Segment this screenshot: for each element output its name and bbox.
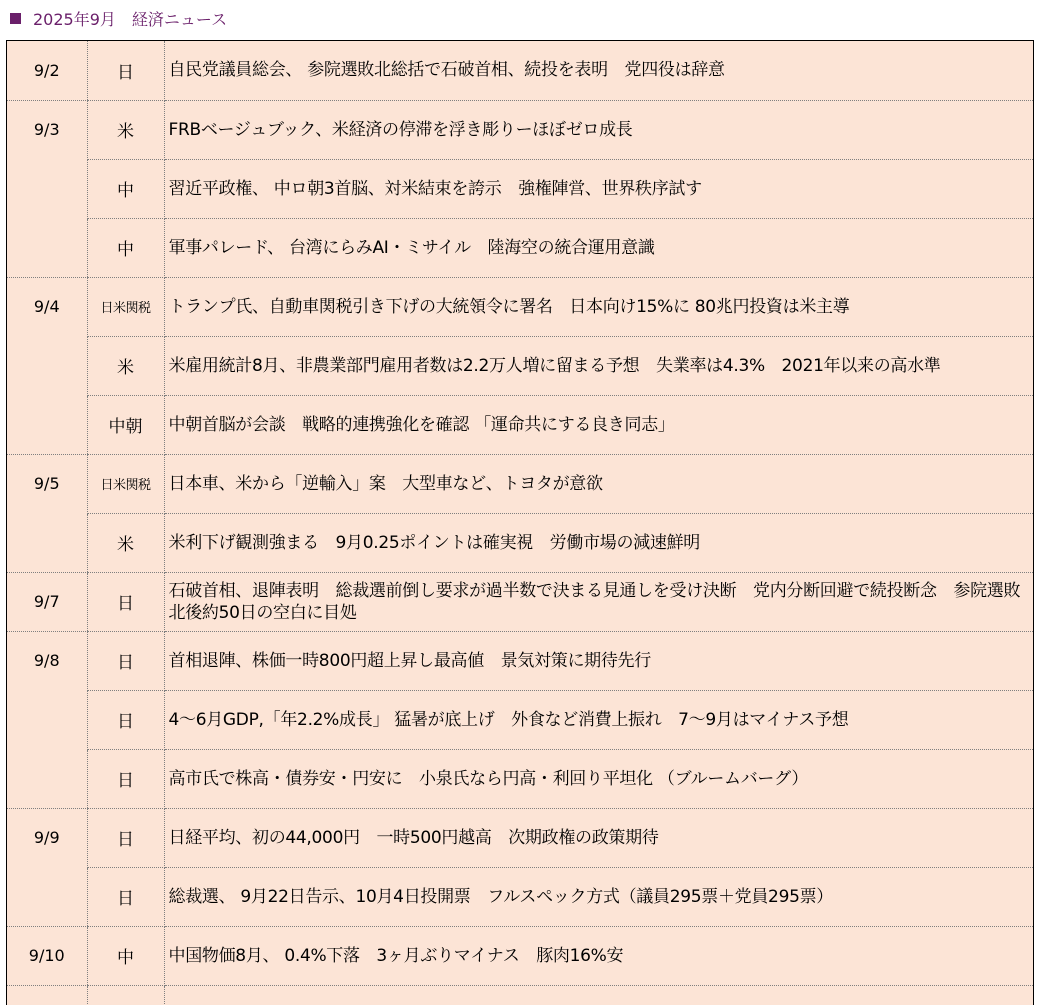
table-row <box>7 690 1033 749</box>
region-cell: 日 <box>87 749 164 808</box>
region-cell: 中 <box>87 218 164 277</box>
region-cell: 中 <box>87 926 164 985</box>
news-table-frame <box>6 40 1034 1005</box>
headline-cell: 中国物価8月、 0.4%下落 3ヶ月ぶりマイナス 豚肉16%安 <box>164 926 1033 985</box>
region-cell: 日米関税 <box>87 277 164 336</box>
page-title-bar <box>10 5 227 31</box>
news-table <box>7 41 1033 1005</box>
date-cell: 9/4 <box>33 297 60 317</box>
region-cell: 日 <box>87 808 164 867</box>
headline-cell: 自民党議員総会、 参院選敗北総括で石破首相、続投を表明 党四役は辞意 <box>164 41 1033 100</box>
table-row <box>7 749 1033 808</box>
headline-cell: 総裁選、 9月22日告示、10月4日投開票 フルスペック方式（議員295票＋党員295票） <box>164 867 1033 926</box>
date-cell: 9/10 <box>7 926 87 985</box>
headline-cell: 石破首相、退陣表明 総裁選前倒し要求が過半数で決まる見通しを受け決断 党内分断回避で続投断念 参院選敗北後約50日の空白に目処 <box>164 572 1033 631</box>
date-cell: 9/2 <box>7 41 87 100</box>
table-row <box>7 41 1033 100</box>
date-cell <box>7 159 87 218</box>
empty-cell <box>164 985 1033 1005</box>
date-cell <box>7 867 87 926</box>
date-cell <box>7 749 87 808</box>
region-cell: 日 <box>87 41 164 100</box>
news-table-body <box>7 41 1033 1005</box>
date-cell <box>7 513 87 572</box>
region-cell: 中朝 <box>87 395 164 454</box>
headline-cell: 首相退陣、株価一時800円超上昇し最高値 景気対策に期待先行 <box>164 631 1033 690</box>
table-row <box>7 218 1033 277</box>
region-cell: 日 <box>87 867 164 926</box>
region-cell: 日 <box>87 690 164 749</box>
region-cell: 日米関税 <box>87 454 164 513</box>
region-cell: 中 <box>87 159 164 218</box>
region-cell: 米 <box>87 100 164 159</box>
region-cell: 日 <box>87 631 164 690</box>
headline-cell: トランプ氏、自動車関税引き下げの大統領令に署名 日本向け15%に 80兆円投資は米主導 <box>164 277 1033 336</box>
date-cell <box>7 218 87 277</box>
date-cell <box>7 690 87 749</box>
region-cell: 米 <box>87 336 164 395</box>
square-bullet-icon <box>10 13 21 24</box>
headline-cell: 高市氏で株高・債券安・円安に 小泉氏なら円高・利回り平坦化 （ブルームバーグ） <box>164 749 1033 808</box>
date-cell <box>7 395 87 454</box>
date-cell <box>7 336 87 395</box>
headline-cell: 習近平政権、 中ロ朝3首脳、対米結束を誇示 強権陣営、世界秩序試す <box>164 159 1033 218</box>
headline-cell: 米雇用統計8月、非農業部門雇用者数は2.2万人増に留まる予想 失業率は4.3% 2021年以来の高水準 <box>164 336 1033 395</box>
headline-cell: 4～6月GDP,「年2.2%成長」 猛暑が底上げ 外食など消費上振れ 7～9月はマイナス予想 <box>164 690 1033 749</box>
headline-cell: 中朝首脳が会談 戦略的連携強化を確認 「運命共にする良き同志」 <box>164 395 1033 454</box>
headline-cell: 軍事パレード、 台湾にらみAI・ミサイル 陸海空の統合運用意識 <box>164 218 1033 277</box>
region-cell: 米 <box>87 513 164 572</box>
headline-cell: FRBベージュブック、米経済の停滞を浮き彫りーほぼゼロ成長 <box>164 100 1033 159</box>
table-row <box>7 926 1033 985</box>
date-cell: 9/9 <box>33 828 60 848</box>
date-cell: 9/7 <box>7 572 87 631</box>
table-row <box>7 867 1033 926</box>
table-row <box>7 454 1033 513</box>
empty-cell <box>87 985 164 1005</box>
table-row <box>7 159 1033 218</box>
headline-cell: 日本車、米から「逆輸入」案 大型車など、トヨタが意欲 <box>164 454 1033 513</box>
headline-cell: 日経平均、初の44,000円 一時500円越高 次期政権の政策期待 <box>164 808 1033 867</box>
headline-cell: 米利下げ観測強まる 9月0.25ポイントは確実視 労働市場の減速鮮明 <box>164 513 1033 572</box>
date-cell: 9/3 <box>33 120 60 140</box>
table-row <box>7 572 1033 631</box>
page-title: 2025年9月 経済ニュース <box>33 9 228 29</box>
table-row-partial <box>7 985 1033 1005</box>
empty-cell <box>7 985 87 1005</box>
table-row <box>7 277 1033 336</box>
table-row <box>7 631 1033 690</box>
table-row <box>7 395 1033 454</box>
table-row <box>7 808 1033 867</box>
date-cell: 9/5 <box>33 474 60 494</box>
table-row <box>7 100 1033 159</box>
table-row <box>7 513 1033 572</box>
region-cell: 日 <box>87 572 164 631</box>
table-row <box>7 336 1033 395</box>
date-cell: 9/8 <box>33 651 60 671</box>
